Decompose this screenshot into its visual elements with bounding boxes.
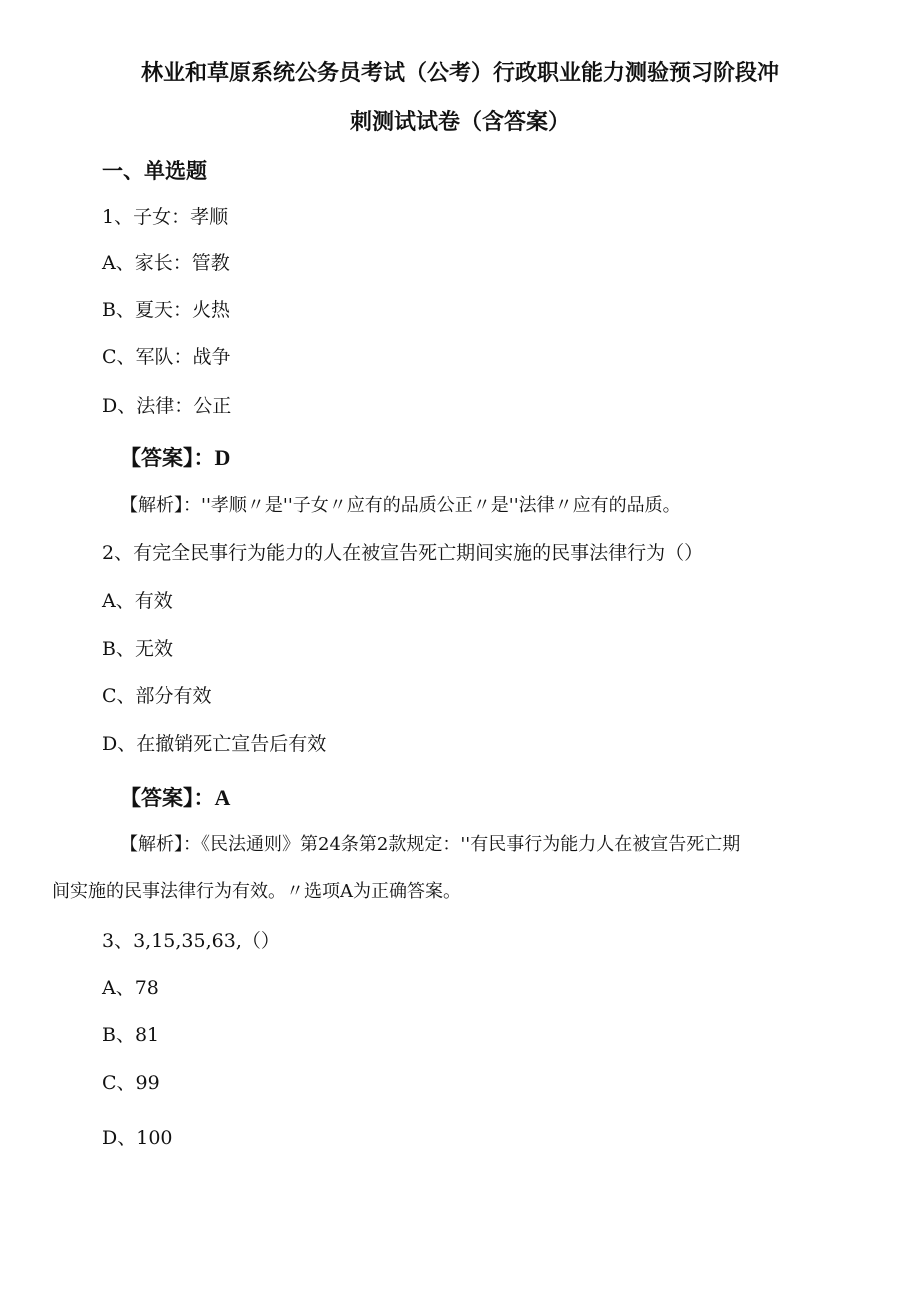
question-2-option-d: D、在撤销死亡宣告后有效 <box>102 733 327 755</box>
question-2-explanation-line-1: 【解析】：《民法通则》第24条第2款规定：''有民事行为能力人在被宣告死亡期 <box>120 834 741 855</box>
answer-value: D <box>214 445 231 470</box>
question-2-option-a: A、有效 <box>102 590 173 612</box>
document-title-line-2: 刺测试试卷（含答案） <box>349 110 570 135</box>
question-1-option-d: D、法律：公正 <box>102 395 232 417</box>
question-3-option-a: A、78 <box>102 977 159 999</box>
question-2-answer <box>120 784 230 812</box>
question-3-option-d: D、100 <box>102 1127 173 1149</box>
section-heading: 一、单选题 <box>102 159 207 183</box>
question-2-stem: 2、有完全民事行为能力的人在被宣告死亡期间实施的民事法律行为（） <box>102 542 704 564</box>
question-1-explanation: 【解析】：''孝顺〃是''子女〃应有的品质公正〃是''法律〃应有的品质。 <box>120 495 681 516</box>
answer-label: 【答案】： <box>120 786 215 810</box>
question-1-option-b: B、夏天：火热 <box>102 299 230 321</box>
answer-label: 【答案】： <box>120 446 215 470</box>
question-3-stem: 3、3,15,35,63,（） <box>102 930 280 952</box>
question-1-option-a: A、家长：管教 <box>102 252 230 274</box>
question-1-stem: 1、子女：孝顺 <box>102 206 229 228</box>
question-3-option-c: C、99 <box>102 1072 160 1094</box>
question-1-answer <box>120 444 230 472</box>
question-1-option-c: C、军队：战争 <box>102 346 231 368</box>
document-title-line-1: 林业和草原系统公务员考试（公考）行政职业能力测验预习阶段冲 <box>140 61 779 86</box>
question-3-option-b: B、81 <box>102 1024 160 1046</box>
question-2-option-b: B、无效 <box>102 638 173 660</box>
question-2-option-c: C、部分有效 <box>102 685 212 707</box>
question-2-explanation-line-2: 间实施的民事法律行为有效。〃选项A为正确答案。 <box>52 881 461 902</box>
answer-value: A <box>214 785 231 810</box>
